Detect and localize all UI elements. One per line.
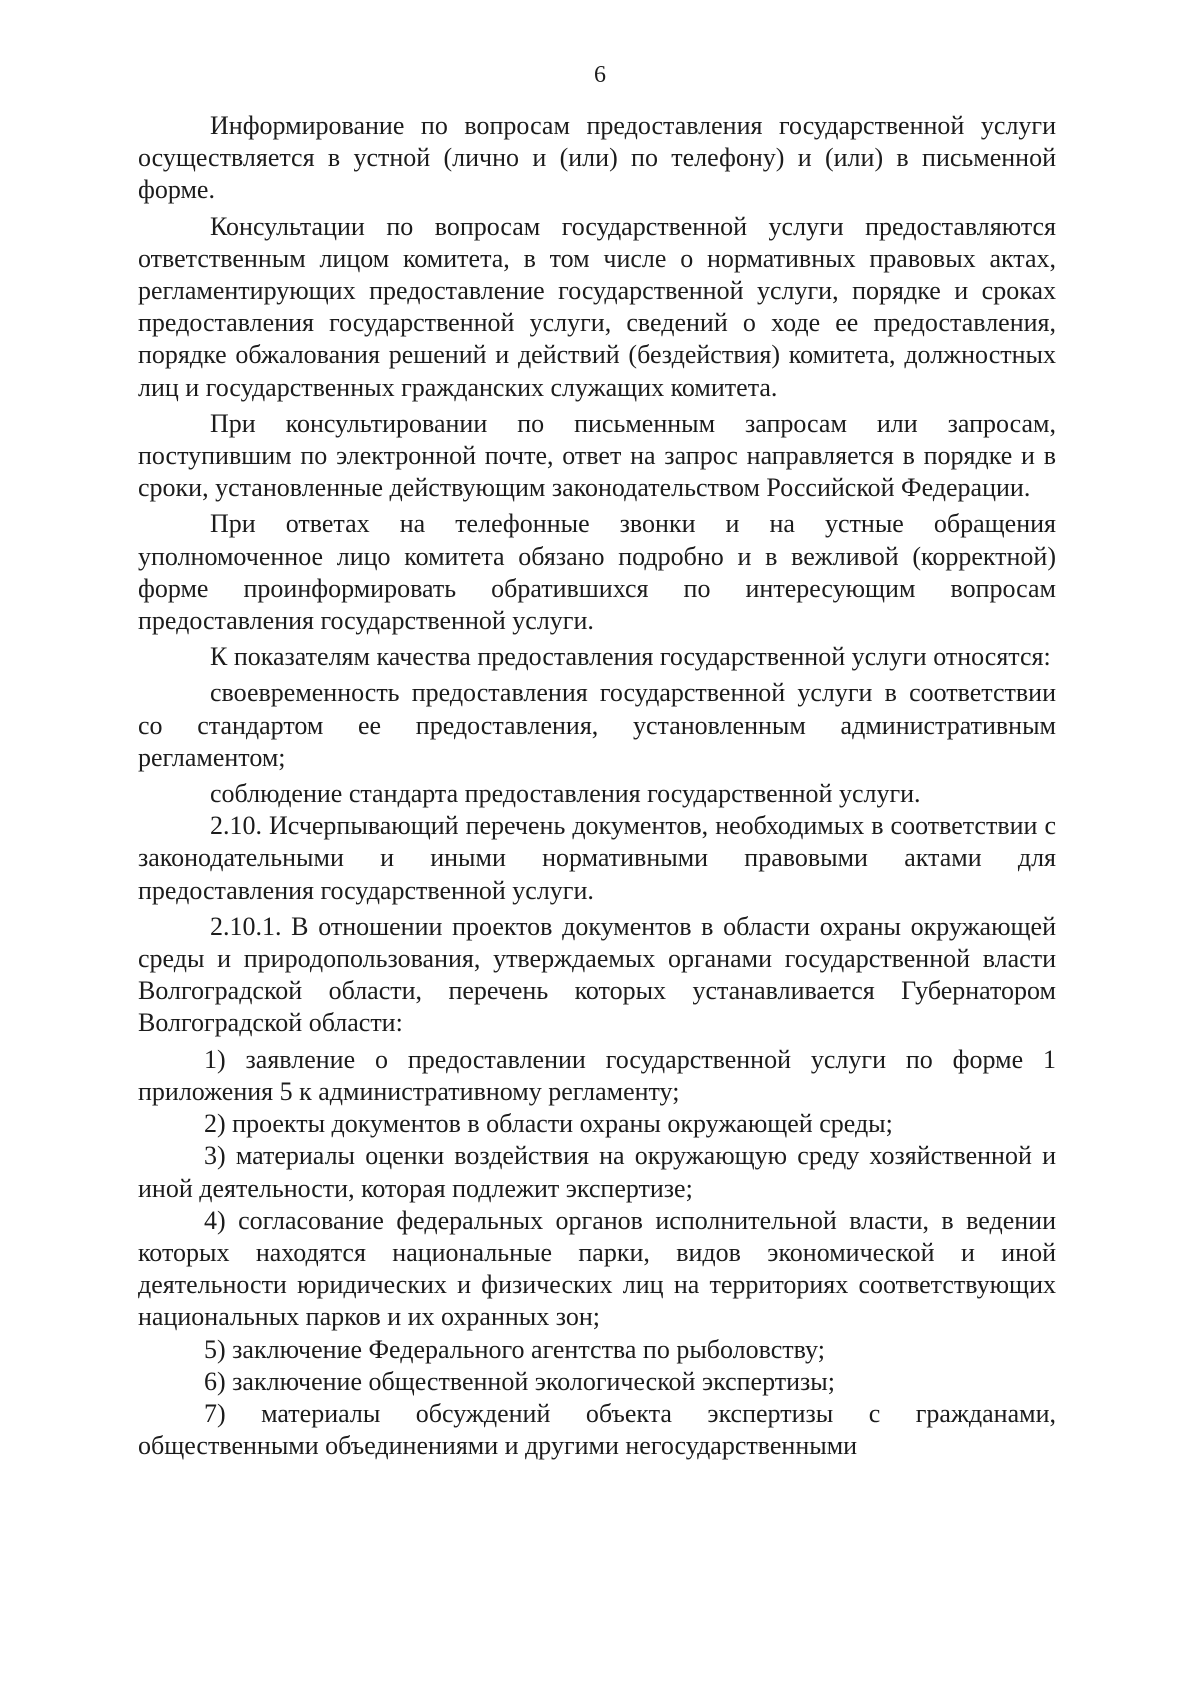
list-item-7: 7) материалы обсуждений объекта экспертизы с гражданами, общественными объединениями и другими негосударственными bbox=[138, 1398, 1056, 1461]
list-item-3: 3) материалы оценки воздействия на окружающую среду хозяйственной и иной деятельности, которая подлежит экспертизе; bbox=[138, 1141, 1056, 1203]
paragraph-written-requests: При консультировании по письменным запросам или запросам, поступившим по электронной почте, ответ на запрос направляется в порядке и в сроки, установленные действующим законодательством Российской Федерации. bbox=[138, 408, 1056, 503]
page-number: 6 bbox=[594, 62, 606, 88]
list-item-5: 5) заключение Федерального агентства по рыболовству; bbox=[204, 1334, 825, 1364]
paragraph-timeliness: своевременность предоставления государственной услуги в соответствии со стандартом ее предоставления, установленным административным регламентом; bbox=[138, 678, 1056, 772]
list-item-6: 6) заключение общественной экологической экспертизы; bbox=[204, 1366, 835, 1396]
paragraph-quality-indicators: К показателям качества предоставления государственной услуги относятся: bbox=[210, 642, 1051, 672]
paragraph-consultations: Консультации по вопросам государственной услуги предоставляются ответственным лицом комитета, в том числе о нормативных правовых актах, регламентирующих предоставление государственной услуги, порядке и сроках предоставления государственной услуги, сведений о ходе ее предоставления, порядке обжалования решений и действий (бездействия) комитета, должностных лиц и государственных гражданских служащих комитета. bbox=[138, 211, 1056, 402]
paragraph-informing: Информирование по вопросам предоставления государственной услуги осуществляется в устной (лично и (или) по телефону) и (или) в письменной форме. bbox=[138, 111, 1056, 205]
paragraph-section-2-10-1: 2.10.1. В отношении проектов документов в области охраны окружающей среды и природопользования, утверждаемых органами государственной власти Волгоградской области, перечень которых устанавливается Губернатором Волгоградской области: bbox=[138, 911, 1056, 1038]
paragraph-phone-calls: При ответах на телефонные звонки и на устные обращения уполномоченное лицо комитета обязано подробно и в вежливой (корректной) форме проинформировать обратившихся по интересующим вопросам предоставления государственной услуги. bbox=[138, 509, 1056, 636]
list-item-2: 2) проекты документов в области охраны окружающей среды; bbox=[204, 1109, 893, 1139]
paragraph-standard-compliance: соблюдение стандарта предоставления государственной услуги. bbox=[210, 779, 921, 809]
list-item-1: 1) заявление о предоставлении государственной услуги по форме 1 приложения 5 к административному регламенту; bbox=[138, 1044, 1056, 1106]
document-body bbox=[138, 110, 1056, 1462]
list-item-4: 4) согласование федеральных органов исполнительной власти, в ведении которых находятся национальные парки, видов экономической и иной деятельности юридических и физических лиц на территориях соответствующих национальных парков и их охранных зон; bbox=[138, 1205, 1056, 1332]
paragraph-section-2-10: 2.10. Исчерпывающий перечень документов, необходимых в соответствии с законодательными и иными нормативными правовыми актами для предоставления государственной услуги. bbox=[138, 811, 1056, 905]
